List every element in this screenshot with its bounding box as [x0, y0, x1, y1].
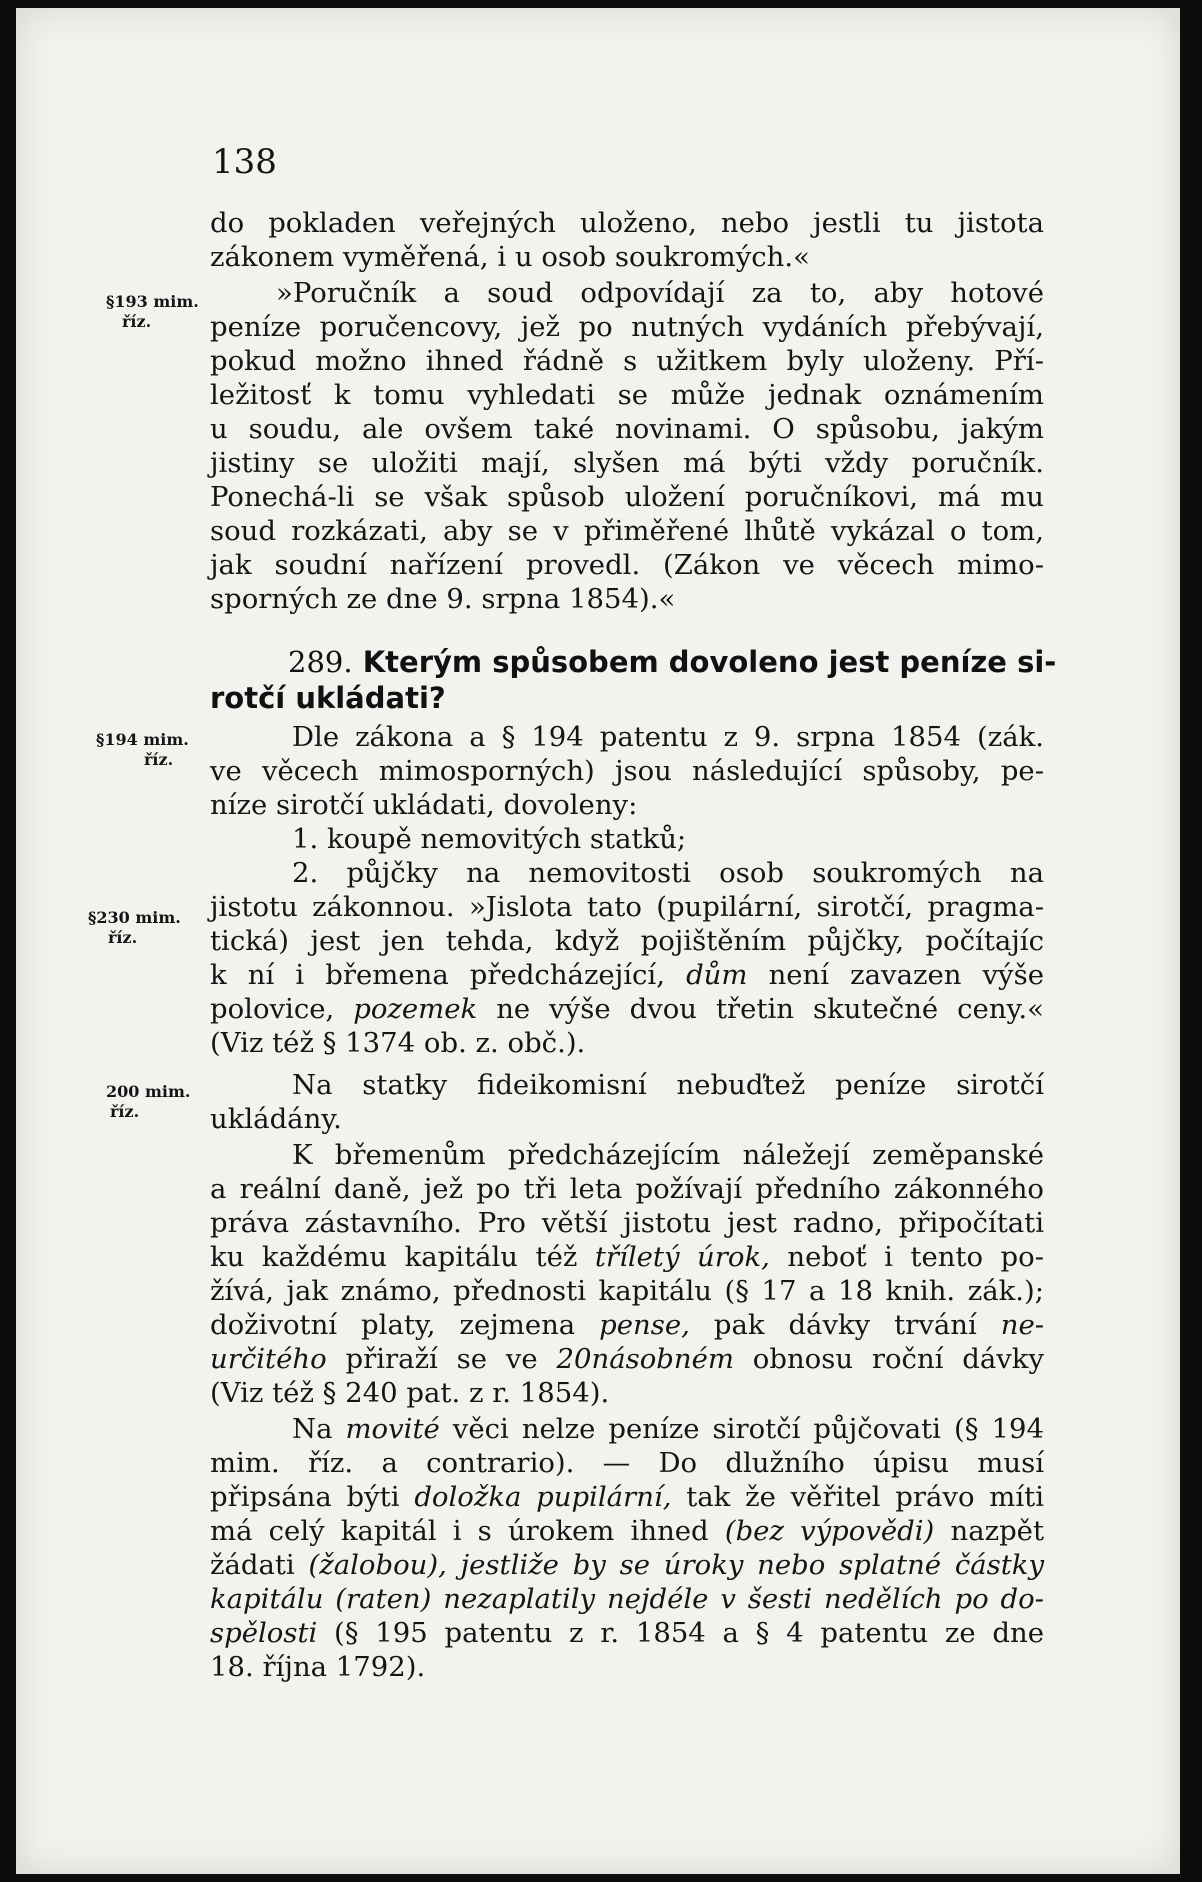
- emphasis: kapitálu (raten) nezaplatily nejdéle v šesti nedělích po do-: [210, 1583, 1044, 1615]
- margin-note-line: 200 mim.: [106, 1082, 191, 1101]
- text-line: ležitosť k tomu vyhledati se může jednak oznámením: [210, 379, 1044, 411]
- emphasis: movité: [345, 1413, 440, 1445]
- margin-note-line: §194 mim.: [96, 730, 189, 749]
- margin-note-line: §230 mim.: [88, 908, 181, 927]
- text-line: mim. říz. a contrario). — Do dlužního úpisu musí: [210, 1447, 1044, 1479]
- text-line: [210, 1514, 1044, 1548]
- margin-note-line: §193 mim.: [106, 292, 199, 311]
- text-line: jistotu zákonnou. »Jislota tato (pupilární, sirotčí, pragma-: [210, 891, 1044, 923]
- text-line: ukládány.: [210, 1103, 342, 1135]
- text-span: (§ 195 patentu z r. 1854 a § 4 patentu ze dne: [334, 1617, 1044, 1649]
- text-span: tak že věřitel právo míti: [686, 1481, 1045, 1513]
- text-span: doživotní platy, zejmena: [210, 1309, 576, 1341]
- text-span: věci nelze peníze sirotčí půjčovati (§ 194: [452, 1413, 1044, 1445]
- text-span: k ní i břemena předcházející,: [210, 959, 665, 991]
- emphasis: pense,: [599, 1309, 690, 1341]
- text-line: K břemenům předcházejícím náležejí zeměpanské: [292, 1139, 1044, 1171]
- text-span: nazpět: [950, 1515, 1045, 1547]
- margin-note-line: říz.: [144, 750, 174, 769]
- text-line: 1. koupě nemovitých statků;: [292, 823, 687, 855]
- text-line: jak soudní nařízení provedl. (Zákon ve věcech mimo-: [210, 549, 1044, 581]
- text-line: [210, 1342, 1044, 1376]
- emphasis: pozemek: [353, 993, 478, 1025]
- text-line: jistiny se uložiti mají, slyšen má býti vždy poručník.: [210, 447, 1044, 479]
- text-span: má celý kapitál i s úrokem ihned: [210, 1515, 709, 1547]
- text-line: peníze poručencovy, jež po nutných vydáních přebývají,: [210, 311, 1044, 343]
- margin-note: [106, 292, 199, 332]
- text-span: obnosu roční dávky: [752, 1343, 1045, 1375]
- text-span: pak dávky trvání: [713, 1309, 977, 1341]
- text-line: [292, 1412, 1044, 1446]
- text-line: [210, 1616, 1044, 1650]
- text-span: polovice,: [210, 993, 335, 1025]
- text-line: pokud možno ihned řádně s užitkem byly uloženy. Pří-: [210, 345, 1044, 377]
- text-line: [210, 1582, 1044, 1616]
- margin-note-line: říz.: [122, 312, 152, 331]
- text-span: ku každému kapitálu též: [210, 1241, 578, 1273]
- text-line: níze sirotčí ukládati, dovoleny:: [210, 789, 638, 821]
- text-line: do pokladen veřejných uloženo, nebo jestli tu jistota: [210, 207, 1044, 239]
- emphasis: určitého: [210, 1343, 327, 1375]
- text-span: neboť i tento po-: [787, 1241, 1044, 1273]
- emphasis: (žalobou), jestliže by se úroky nebo splatné částky: [308, 1549, 1044, 1581]
- text-span: ne výše dvou třetin skutečné ceny.«: [496, 993, 1044, 1025]
- section-title-line: Kterým spůsobem dovoleno jest peníze si-: [362, 645, 1057, 679]
- text-line: ve věcech mimosporných) jsou následující spůsoby, pe-: [210, 755, 1044, 787]
- text-line: (Viz též § 240 pat. z r. 1854).: [210, 1377, 610, 1409]
- text-line: Ponechá-li se však spůsob uložení poručníkovi, má mu: [210, 481, 1044, 513]
- emphasis: tříletý úrok,: [594, 1241, 770, 1273]
- text-line: práva zástavního. Pro větší jistotu jest radno, připočítati: [210, 1207, 1044, 1239]
- emphasis: 20násobném: [556, 1343, 734, 1375]
- text-line: [210, 1240, 1044, 1274]
- text-span: žádati: [210, 1549, 295, 1581]
- section-number: 289.: [288, 645, 353, 679]
- text-line: zákonem vyměřená, i u osob soukromých.«: [210, 241, 810, 273]
- emphasis: doložka pupilární,: [414, 1481, 672, 1513]
- text-line: [210, 1548, 1044, 1582]
- text-line: 2. půjčky na nemovitosti osob soukromých na: [292, 857, 1044, 889]
- text-line: »Poručník a soud odpovídají za to, aby hotové: [276, 277, 1044, 309]
- text-line: [210, 1480, 1044, 1514]
- margin-note-line: říz.: [110, 1102, 140, 1121]
- text-line: 18. října 1792).: [210, 1651, 426, 1683]
- text-line: Dle zákona a § 194 patentu z 9. srpna 1854 (zák.: [292, 721, 1044, 753]
- text-span: připsána býti: [210, 1481, 400, 1513]
- book-page: [16, 8, 1180, 1874]
- emphasis: (bez výpovědi): [724, 1515, 935, 1547]
- margin-note: [88, 908, 181, 948]
- margin-note-line: říz.: [108, 928, 138, 947]
- text-line: sporných ze dne 9. srpna 1854).«: [210, 583, 676, 615]
- margin-note: [106, 1082, 190, 1122]
- text-span: Na: [292, 1413, 333, 1445]
- text-line: tická) jest jen tehda, když pojištěním půjčky, počítajíc: [210, 925, 1044, 957]
- text-line: [210, 958, 1044, 992]
- text-line: Na statky fideikomisní nebuďtež peníze sirotčí: [292, 1069, 1044, 1101]
- text-span: přiraží se ve: [345, 1343, 538, 1375]
- text-line: [210, 1308, 1044, 1342]
- page-number: 138: [212, 142, 277, 182]
- emphasis: dům: [686, 959, 748, 991]
- section-title-line: rotčí ukládati?: [210, 681, 446, 715]
- emphasis: ne-: [1000, 1309, 1045, 1341]
- text-span: není zavazen výše: [768, 959, 1044, 991]
- text-line: soud rozkázati, aby se v přiměřené lhůtě vykázal o tom,: [210, 515, 1044, 547]
- text-line: a reální daně, jež po tři leta požívají předního zákonného: [210, 1173, 1044, 1205]
- text-line: (Viz též § 1374 ob. z. obč.).: [210, 1027, 586, 1059]
- text-line: [210, 992, 1044, 1026]
- text-line: u soudu, ale ovšem také novinami. O spůsobu, jakým: [210, 413, 1044, 445]
- emphasis: spělosti: [210, 1617, 318, 1649]
- margin-note: [96, 730, 189, 770]
- section-heading: [288, 644, 1057, 680]
- text-line: žívá, jak známo, přednosti kapitálu (§ 17 a 18 knih. zák.);: [210, 1275, 1044, 1307]
